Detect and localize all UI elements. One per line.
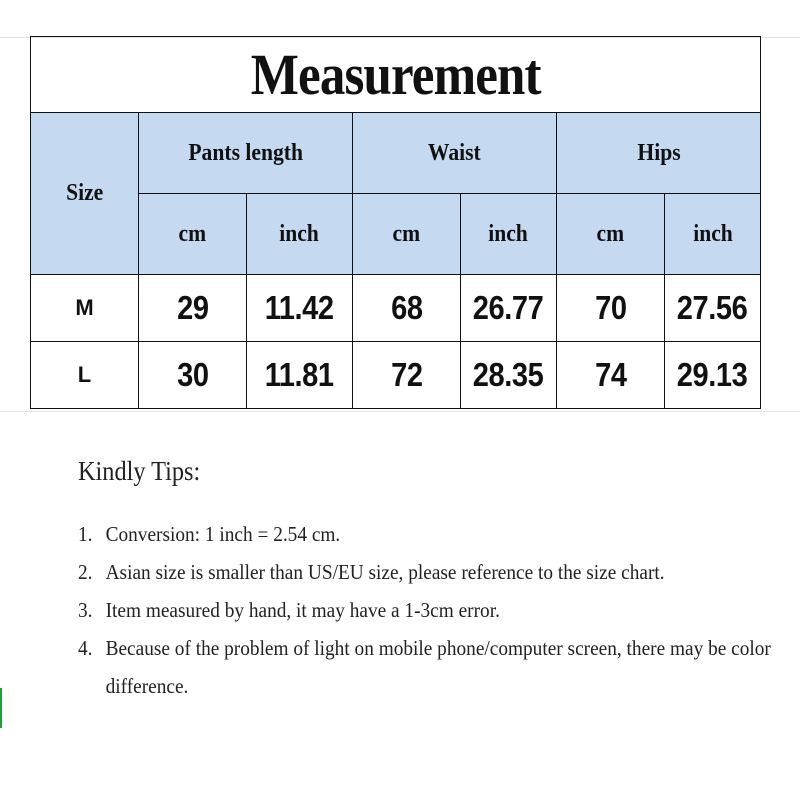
- table-row: [31, 342, 761, 409]
- value-cell: 30: [139, 342, 247, 409]
- tip-item: [78, 591, 777, 629]
- unit-header: inch: [247, 194, 353, 275]
- tip-text: Asian size is smaller than US/EU size, please reference to the size chart.: [105, 560, 665, 584]
- tips-title: Kindly Tips:: [78, 456, 201, 486]
- tip-text: Because of the problem of light on mobile phone/computer screen, there may be color difference.: [105, 636, 771, 698]
- green-edge-mark: [0, 688, 2, 728]
- hips-header: Hips: [557, 113, 761, 194]
- value-cell: 29: [139, 275, 247, 342]
- unit-header: cm: [353, 194, 461, 275]
- unit-header: inch: [665, 194, 761, 275]
- tip-item: [78, 515, 777, 553]
- kindly-tips: [78, 456, 778, 705]
- value-cell: 68: [353, 275, 461, 342]
- value-cell: 72: [353, 342, 461, 409]
- unit-header: cm: [557, 194, 665, 275]
- tip-text: Conversion: 1 inch = 2.54 cm.: [105, 522, 341, 546]
- tip-text: Item measured by hand, it may have a 1-3cm error.: [105, 598, 500, 622]
- tip-item: [78, 553, 777, 591]
- size-cell: M: [31, 275, 139, 342]
- unit-header: cm: [139, 194, 247, 275]
- value-cell: 26.77: [461, 275, 557, 342]
- table-title: Measurement: [31, 37, 761, 113]
- size-cell: L: [31, 342, 139, 409]
- tip-number: 4.: [78, 636, 93, 660]
- size-header: Size: [31, 113, 139, 275]
- value-cell: 74: [557, 342, 665, 409]
- tip-number: 2.: [78, 560, 93, 584]
- value-cell: 11.42: [247, 275, 353, 342]
- pants-length-header: Pants length: [139, 113, 353, 194]
- value-cell: 27.56: [665, 275, 761, 342]
- value-cell: 28.35: [461, 342, 557, 409]
- bottom-guide-line: [0, 411, 800, 412]
- table-row: [31, 275, 761, 342]
- tip-number: 3.: [78, 598, 93, 622]
- unit-header: inch: [461, 194, 557, 275]
- value-cell: 11.81: [247, 342, 353, 409]
- tip-item: [78, 629, 777, 705]
- value-cell: 29.13: [665, 342, 761, 409]
- waist-header: Waist: [353, 113, 557, 194]
- tip-number: 1.: [78, 522, 93, 546]
- size-chart-table: [30, 36, 761, 409]
- value-cell: 70: [557, 275, 665, 342]
